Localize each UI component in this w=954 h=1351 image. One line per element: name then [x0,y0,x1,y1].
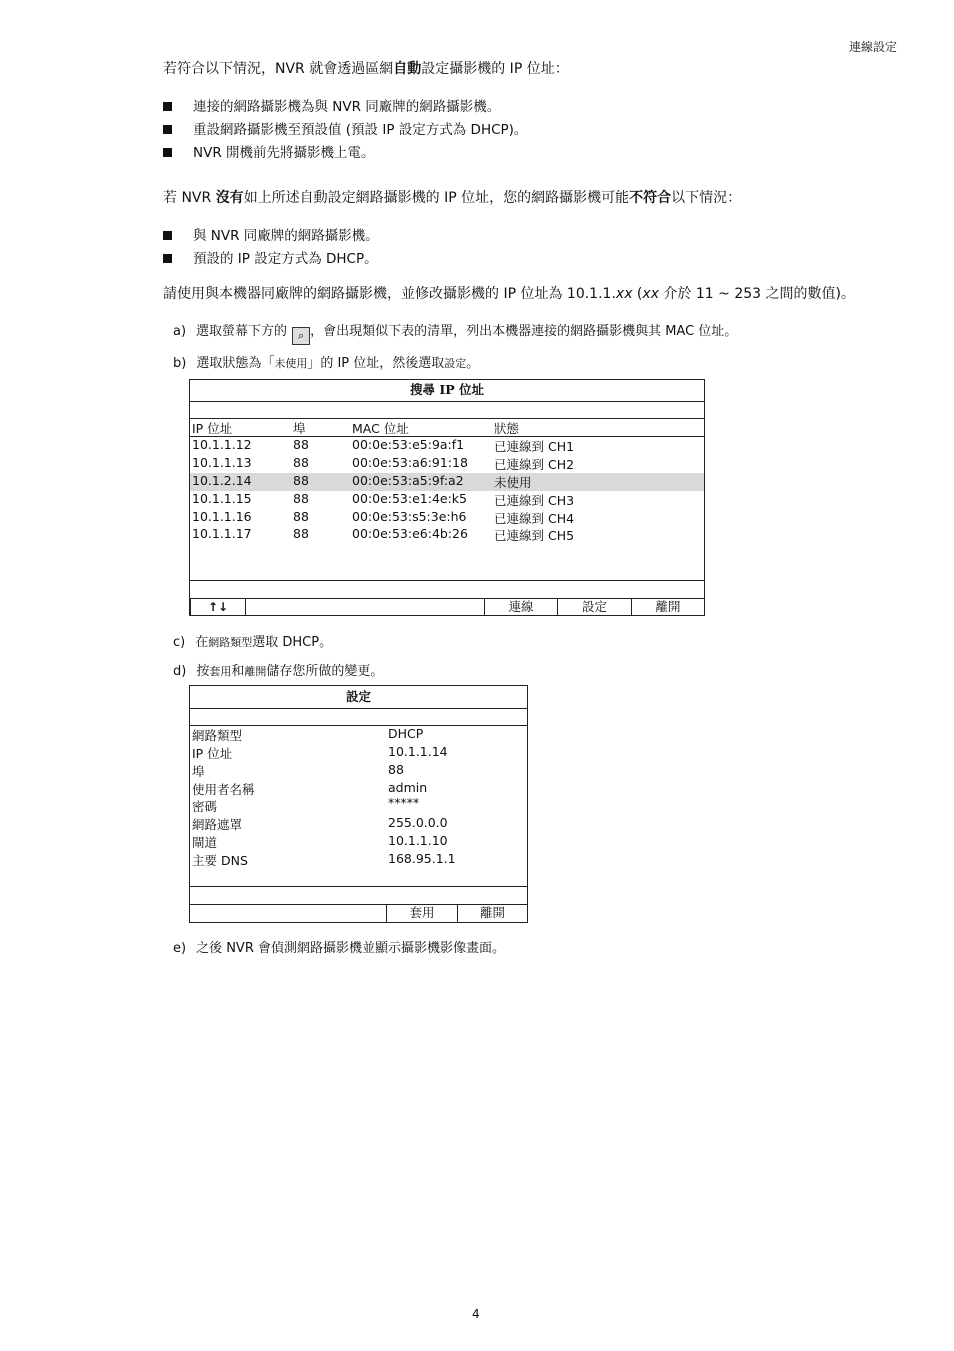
bullet-square-icon [163,254,172,263]
bullet-square-icon [163,102,172,111]
exit-button[interactable]: 離開 [457,904,528,923]
intro-bold: 自動 [393,61,422,77]
bullet-square-icon [163,148,172,157]
condition-item: 重設網路攝影機至預設值 (預設 IP 設定方式為 DHCP)。 [163,118,527,138]
step-e: e) 之後 NVR 會偵測網路攝影機並顯示攝影機影像畫面。 [173,941,505,956]
bullet-square-icon [163,125,172,134]
fail-condition-item: 與 NVR 同廠牌的網路攝影機。 [163,224,379,244]
condition-item: NVR 開機前先將攝影機上電。 [163,141,375,161]
settings-table: 設定 網路類型 DHCP IP 位址 10.1.1.14 埠 88 使用者名稱 admin 密碼 ***** 網路遮罩 255.0.0.0 閘道 10.1.1.10 主要 DNS 168.95.1.1 套用 離開 [189,685,528,923]
col-header-status: 狀態 [494,421,520,436]
instruction-paragraph: 請使用與本機器同廠牌的網路攝影機，並修改攝影機的 IP 位址為 10.1.1.xx (xx 介於 11 ~ 253 之間的數值)。 [163,286,855,302]
col-header-port: 埠 [293,421,306,436]
refresh-sort-button[interactable]: ↑↓ [190,598,246,616]
col-header-ip: IP 位址 [192,421,233,436]
search-ip-icon[interactable]: ⌕ [292,327,310,345]
search-table-title: 搜尋 IP 位址 [410,382,484,397]
page-number: 4 [472,1307,480,1321]
bullet-square-icon [163,231,172,240]
step-a: a) 選取螢幕下方的 ⌕ ，會出現類似下表的清單，列出本機器連接的網路攝影機與其 MAC 位址。 [173,320,737,345]
settings-table-title: 設定 [345,689,371,704]
apply-button[interactable]: 套用 [386,904,458,923]
fail-paragraph: 若 NVR 沒有如上所述自動設定網路攝影機的 IP 位址，您的網路攝影機可能不符合以下情況： [163,190,742,206]
setup-button[interactable]: 設定 [557,598,632,616]
intro-paragraph [163,58,569,78]
step-b: b) 選取狀態為「未使用」的 IP 位址，然後選取設定。 [173,356,480,371]
search-ip-table: 搜尋 IP 位址 IP 位址 埠 MAC 位址 狀態 10.1.1.12 88 00:0e:53:e5:9a:f1 已連線到 CH1 10.1.1.13 88 00:0e:53:a6:91:18 已連線到 CH2 10.1.2.14 88 00:0e:53:a5:9f:a2 未使用 10.1.1.15 88 00:0e:53:e1:4e:k5 已連線到 CH3 10.1.1.16 88 00:0e:53:s5:3e:h6 已連線到 CH4 10.1.1.17 88 00:0e:53:e6:4b:26 已連線到 CH5 ↑↓ 連線 設定 離開 [189,379,705,616]
intro-post: 設定攝影機的 IP 位址： [421,61,569,77]
exit-button[interactable]: 離開 [631,598,705,616]
step-c: c) 在網路類型選取 DHCP。 [173,635,333,650]
condition-item: 連接的網路攝影機為與 NVR 同廠牌的網路攝影機。 [163,95,500,115]
col-header-mac: MAC 位址 [352,421,409,436]
step-d: d) 按套用和離開儲存您所做的變更。 [173,664,384,679]
intro-pre: 若符合以下情況，NVR 就會透過區網 [163,61,394,77]
fail-condition-item: 預設的 IP 設定方式為 DHCP。 [163,247,378,267]
section-header: 連線設定 [848,40,897,54]
connect-button[interactable]: 連線 [484,598,558,616]
